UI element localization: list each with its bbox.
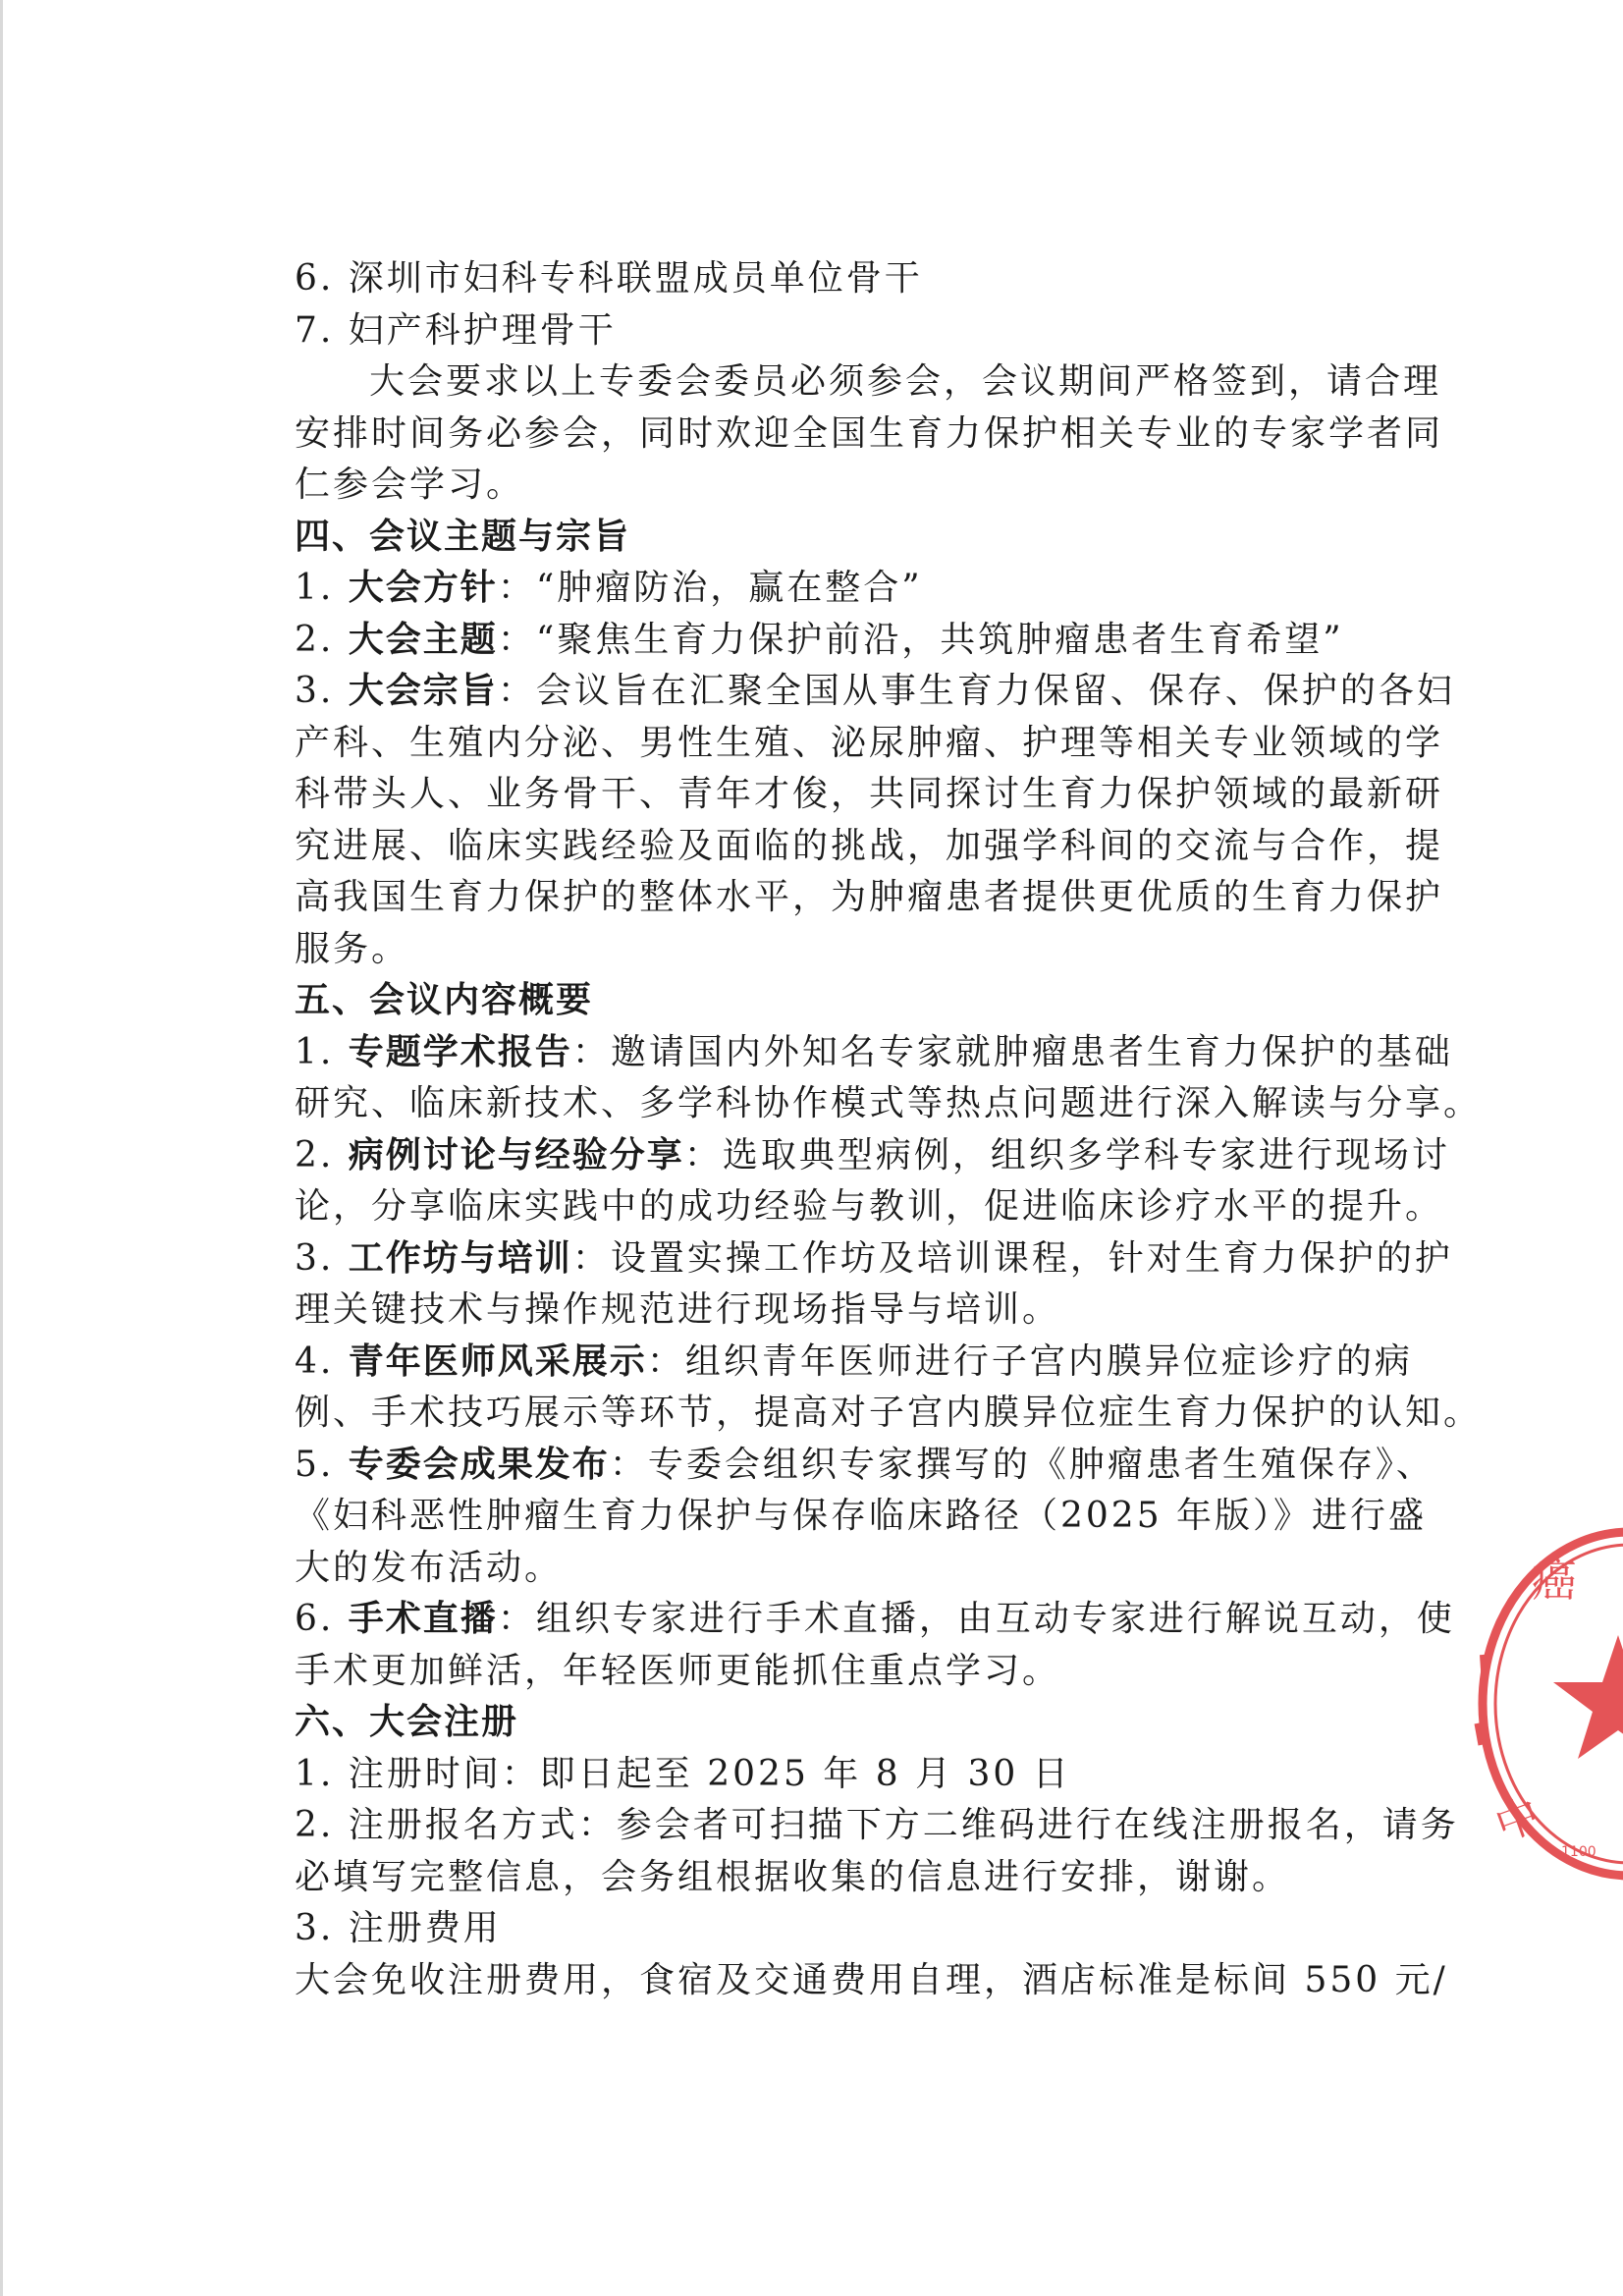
text-line: 必填写完整信息，会务组根据收集的信息进行安排，谢谢。 [295,1856,1291,1897]
list-item [295,563,1375,615]
item-number: 2. [295,619,349,660]
text-line: 究进展、临床实践经验及面临的挑战，加强学科间的交流与合作，提 [295,825,1444,866]
item-number: 1. [295,1031,349,1072]
text-line: 7. 妇产科护理骨干 [295,309,617,351]
list-item [295,1130,1450,1182]
item-title: 大会方针 [348,568,498,608]
seal-number: 1100 [1561,1844,1596,1860]
item-text: ：选取典型病例，组织多学科专家进行现场讨 [683,1134,1450,1175]
item-title: 病例讨论与经验分享 [348,1134,684,1175]
list-item [295,615,1375,667]
item-title: 专题学术报告 [348,1031,572,1072]
item-text: ：“肿瘤防治，赢在整合” [497,568,923,608]
text-line: 仁参会学习。 [295,465,525,505]
paragraph-indent-line: 大会要求以上专委会委员必须参会，会议期间严格签到，请合理 [369,361,1442,402]
item-number: 4. [295,1340,349,1382]
item-title: 专委会成果发布 [348,1444,610,1485]
seal-icon [1463,1517,1623,1890]
seal-char-bottom: 中 [1488,1789,1547,1852]
list-item [295,1440,1434,1492]
section-heading-4: 四、会议主题与宗旨 [295,516,631,557]
item-number: 1. [295,568,349,608]
section-heading-5: 五、会议内容概要 [295,980,594,1020]
text-line: 大的发布活动。 [295,1547,564,1588]
text-line: 论，分享临床实践中的成功经验与教训，促进临床诊疗水平的提升。 [295,1186,1444,1227]
text-line: 服务。 [295,928,410,969]
item-text: ：组织专家进行手术直播，由互动专家进行解说互动，使 [497,1599,1455,1639]
item-number: 2. [295,1134,349,1175]
text-line: 产科、生殖内分泌、男性生殖、泌尿肿瘤、护理等相关专业领域的学 [295,722,1444,763]
list-item [295,1594,1455,1646]
item-text: ：邀请国内外知名专家就肿瘤患者生育力保护的基础 [571,1031,1453,1072]
text-line: 安排时间务必参会，同时欢迎全国生育力保护相关专业的专家学者同 [295,412,1444,454]
official-seal [1463,1517,1623,1890]
item-number: 5. [295,1444,349,1485]
item-text: ：专委会组织专家撰写的《肿瘤患者生殖保存》、 [609,1444,1434,1485]
list-item [295,1233,1453,1285]
text-line: 2. 注册报名方式：参会者可扫描下方二维码进行在线注册报名，请务 [295,1805,1459,1845]
item-title: 大会宗旨 [348,671,498,711]
list-item [295,1027,1453,1079]
text-line: 高我国生育力保护的整体水平，为肿瘤患者提供更优质的生育力保护 [295,877,1444,917]
item-text: ：会议旨在汇聚全国从事生育力保留、保存、保护的各妇 [497,671,1455,711]
scan-left-edge [0,0,3,2296]
document-body [295,253,1483,2006]
text-line: 研究、临床新技术、多学科协作模式等热点问题进行深入解读与分享。 [295,1083,1483,1123]
section-heading-6: 六、大会注册 [295,1702,519,1742]
item-text: ：“聚焦生育力保护前沿，共筑肿瘤患者生育希望” [497,619,1344,660]
item-number: 3. [295,671,349,711]
item-title: 手术直播 [348,1599,498,1639]
text-line: 3. 注册费用 [295,1908,502,1948]
text-line: 例、手术技巧展示等环节，提高对子宫内膜异位症生育力保护的认知。 [295,1393,1483,1433]
text-line: 手术更加鲜活，年轻医师更能抓住重点学习。 [295,1650,1061,1691]
item-number: 3. [295,1237,349,1279]
item-number: 6. [295,1599,349,1639]
item-text: ：组织青年医师进行子宫内膜异位症诊疗的病 [646,1340,1413,1382]
text-line: 大会免收注册费用，食宿及交通费用自理，酒店标准是标间 550 元/ [295,1959,1448,2000]
text-line: 科带头人、业务骨干、青年才俊，共同探讨生育力保护领域的最新研 [295,774,1444,814]
item-title: 工作坊与培训 [348,1237,572,1279]
text-line: 《妇科恶性肿瘤生育力保护与保存临床路径（2025 年版）》进行盛 [295,1496,1428,1536]
seal-char-top: 癌 [1532,1554,1577,1607]
text-line: 理关键技术与操作规范进行现场指导与培训。 [295,1289,1061,1330]
item-title: 青年医师风采展示 [348,1340,647,1382]
text-line: 6. 深圳市妇科专科联盟成员单位骨干 [295,258,923,299]
list-item [295,666,1455,718]
list-item [295,1337,1413,1389]
item-title: 大会主题 [348,619,498,660]
text-line: 1. 注册时间：即日起至 2025 年 8 月 30 日 [295,1753,1071,1794]
item-text: ：设置实操工作坊及培训课程，针对生育力保护的护 [571,1237,1453,1279]
